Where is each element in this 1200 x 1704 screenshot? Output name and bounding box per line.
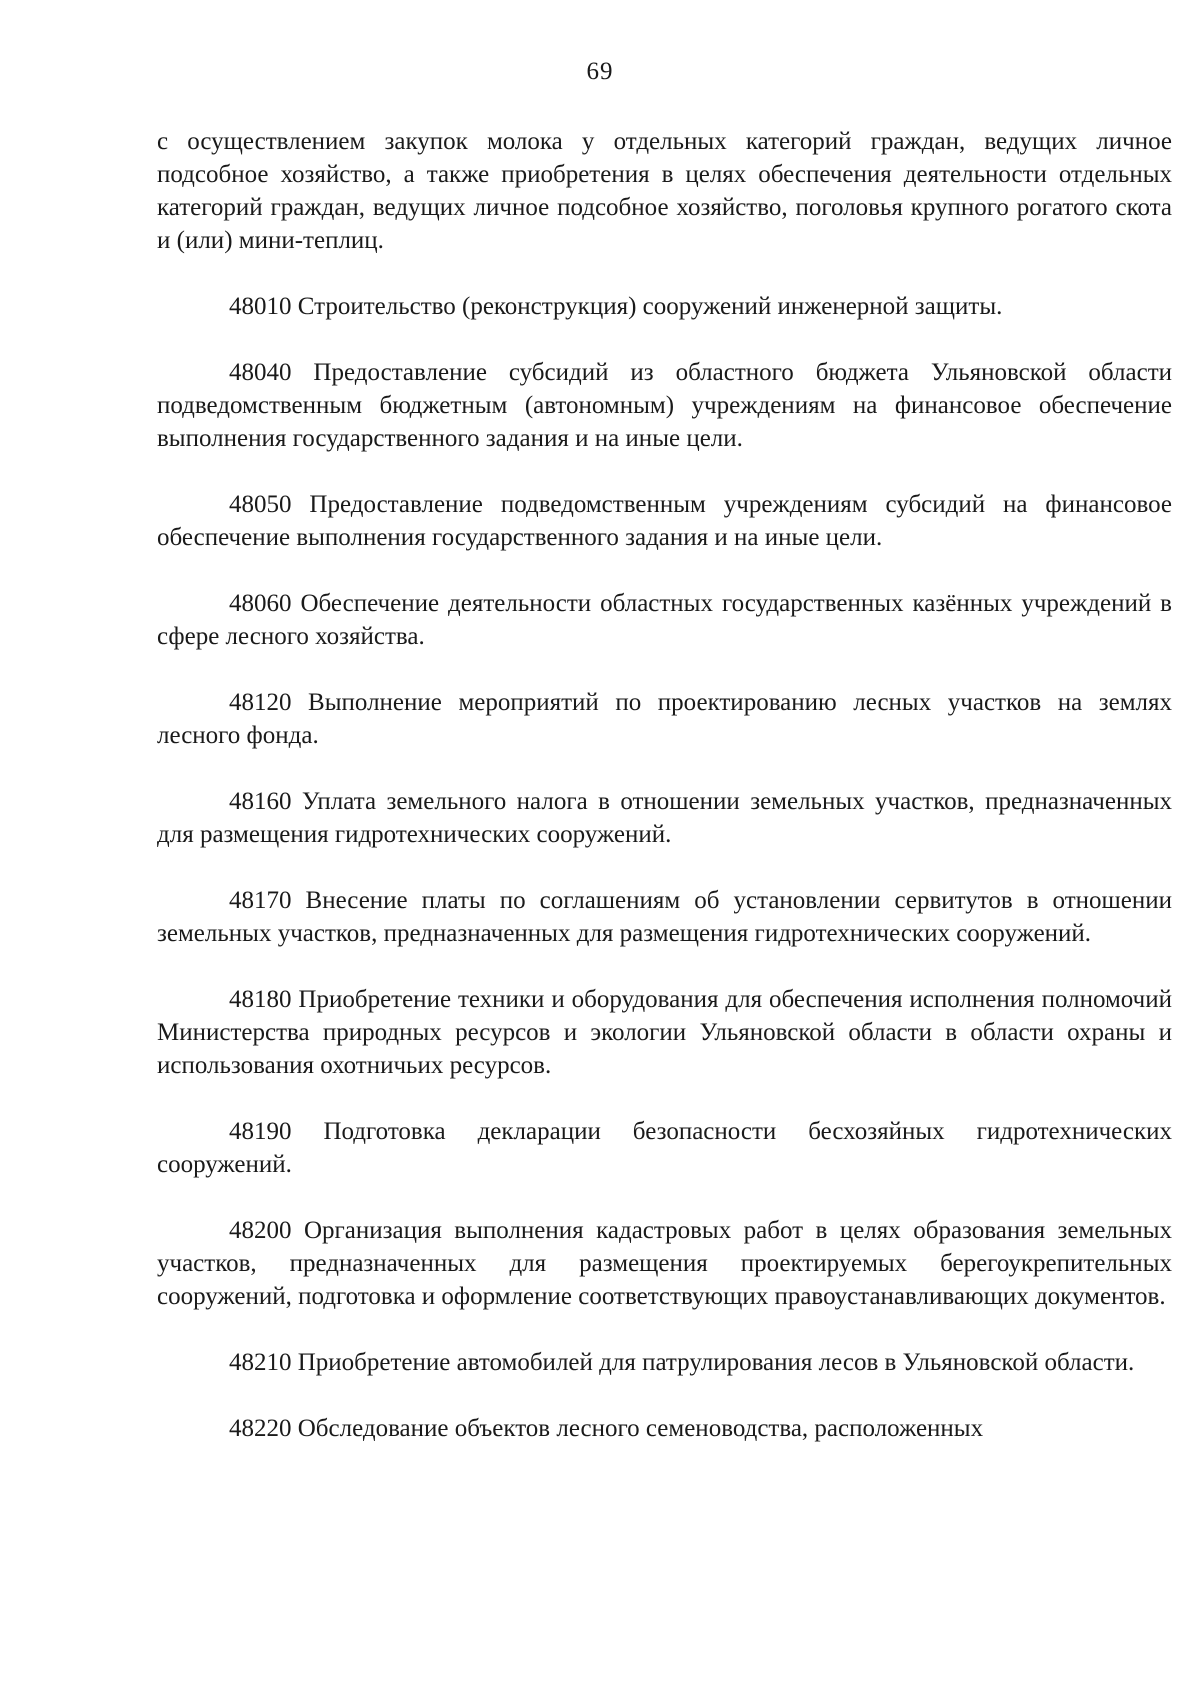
paragraph-48210: 48210 Приобретение автомобилей для патрулирования лесов в Ульяновской области. (229, 1349, 1135, 1376)
document-body (157, 125, 1172, 1445)
paragraph-48200: 48200 Организация выполнения кадастровых работ в целях образования земельных участков, предназначенных для размещения проектируемых берегоукрепительных сооружений, подготовка и оформление соответствующих правоустанавливающих документов. (157, 1217, 1172, 1310)
paragraph-48040: 48040 Предоставление субсидий из областного бюджета Ульяновской области подведомственным бюджетным (автономным) учреждениям на финансовое обеспечение выполнения государственного задания и на иные цели. (157, 359, 1172, 452)
page-number: 69 (586, 58, 614, 85)
paragraph-48060: 48060 Обеспечение деятельности областных государственных казённых учреждений в сфере лесного хозяйства. (157, 590, 1172, 650)
paragraph-48160: 48160 Уплата земельного налога в отношении земельных участков, предназначенных для размещения гидротехнических сооружений. (157, 788, 1172, 848)
paragraph-48010: 48010 Строительство (реконструкция) сооружений инженерной защиты. (229, 293, 1003, 320)
paragraph-48170: 48170 Внесение платы по соглашениям об установлении сервитутов в отношении земельных участков, предназначенных для размещения гидротехнических сооружений. (157, 887, 1172, 947)
paragraph-48180: 48180 Приобретение техники и оборудования для обеспечения исполнения полномочий Министерства природных ресурсов и экологии Ульяновской области в области охраны и использования охотничьих ресурсов. (157, 986, 1172, 1079)
paragraph-continuation: с осуществлением закупок молока у отдельных категорий граждан, ведущих личное подсобное хозяйство, а также приобретения в целях обеспечения деятельности отдельных категорий граждан, ведущих личное подсобное хозяйство, поголовья крупного рогатого скота и (или) мини-теплиц. (157, 128, 1172, 254)
paragraph-48120: 48120 Выполнение мероприятий по проектированию лесных участков на землях лесного фонда. (157, 689, 1172, 749)
paragraph-48050: 48050 Предоставление подведомственным учреждениям субсидий на финансовое обеспечение выполнения государственного задания и на иные цели. (157, 491, 1172, 551)
paragraph-48220: 48220 Обследование объектов лесного семеноводства, расположенных (229, 1415, 984, 1442)
paragraph-48190: 48190 Подготовка декларации безопасности бесхозяйных гидротехнических сооружений. (157, 1118, 1172, 1178)
